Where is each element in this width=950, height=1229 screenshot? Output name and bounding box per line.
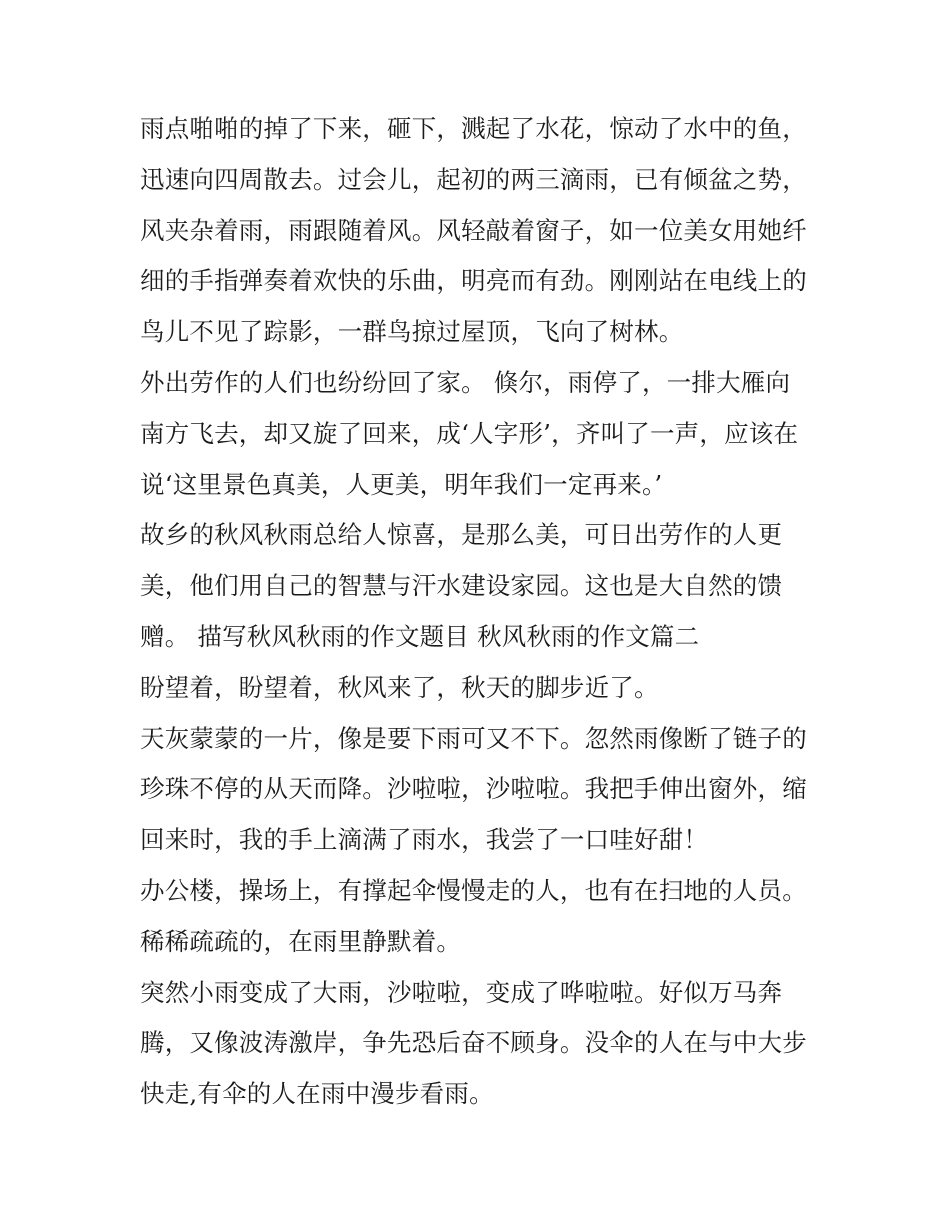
text-line: 细的手指弹奏着欢快的乐曲，明亮而有劲。刚刚站在电线上的 [140,266,807,296]
text-line: 腾，又像波涛激岸，争先恐后奋不顾身。没伞的人在与中大步 [140,1028,807,1058]
text-line: 回来时，我的手上滴满了雨水，我尝了一口哇好甜！ [140,825,709,855]
text-line: 赠。 描写秋风秋雨的作文题目 秋风秋雨的作文篇二 [140,621,700,651]
text-line: 南方飞去，却又旋了回来，成‘人字形’，齐叫了一声，应该在 [140,418,799,448]
essay-text [140,104,830,1120]
text-line: 迅速向四周散去。过会儿，起初的两三滴雨，已有倾盆之势， [140,164,807,194]
text-line: 快走,有伞的人在雨中漫步看雨。 [140,1079,494,1109]
text-line: 风夹杂着雨，雨跟随着风。风轻敲着窗子，如一位美女用她纤 [140,215,807,245]
text-line: 珍珠不停的从天而降。沙啦啦，沙啦啦。我把手伸出窗外，缩 [140,774,807,804]
text-line: 稀稀疏疏的，在雨里静默着。 [140,926,462,956]
text-line: 鸟儿不见了踪影，一群鸟掠过屋顶，飞向了树林。 [140,317,684,347]
text-line: 美，他们用自己的智慧与汗水建设家园。这也是大自然的馈 [140,571,783,601]
text-line: 故乡的秋风秋雨总给人惊喜，是那么美，可日出劳作的人更 [140,520,783,550]
text-line: 突然小雨变成了大雨，沙啦啦，变成了哗啦啦。好似万马奔 [140,977,783,1007]
text-line: 雨点啪啪的掉了下来，砸下，溅起了水花，惊动了水中的鱼， [140,114,807,143]
text-line: 外出劳作的人们也纷纷回了家。 倏尔，雨停了，一排大雁向 [140,367,791,397]
text-line: 说‘这里景色真美，人更美，明年我们一定再来。’ [140,469,663,499]
text-line: 办公楼，操场上，有撑起伞慢慢走的人，也有在扫地的人员。 [140,875,807,905]
text-line: 天灰蒙蒙的一片，像是要下雨可又不下。忽然雨像断了链子的 [140,723,807,753]
text-line: 盼望着，盼望着，秋风来了，秋天的脚步近了。 [140,672,659,702]
